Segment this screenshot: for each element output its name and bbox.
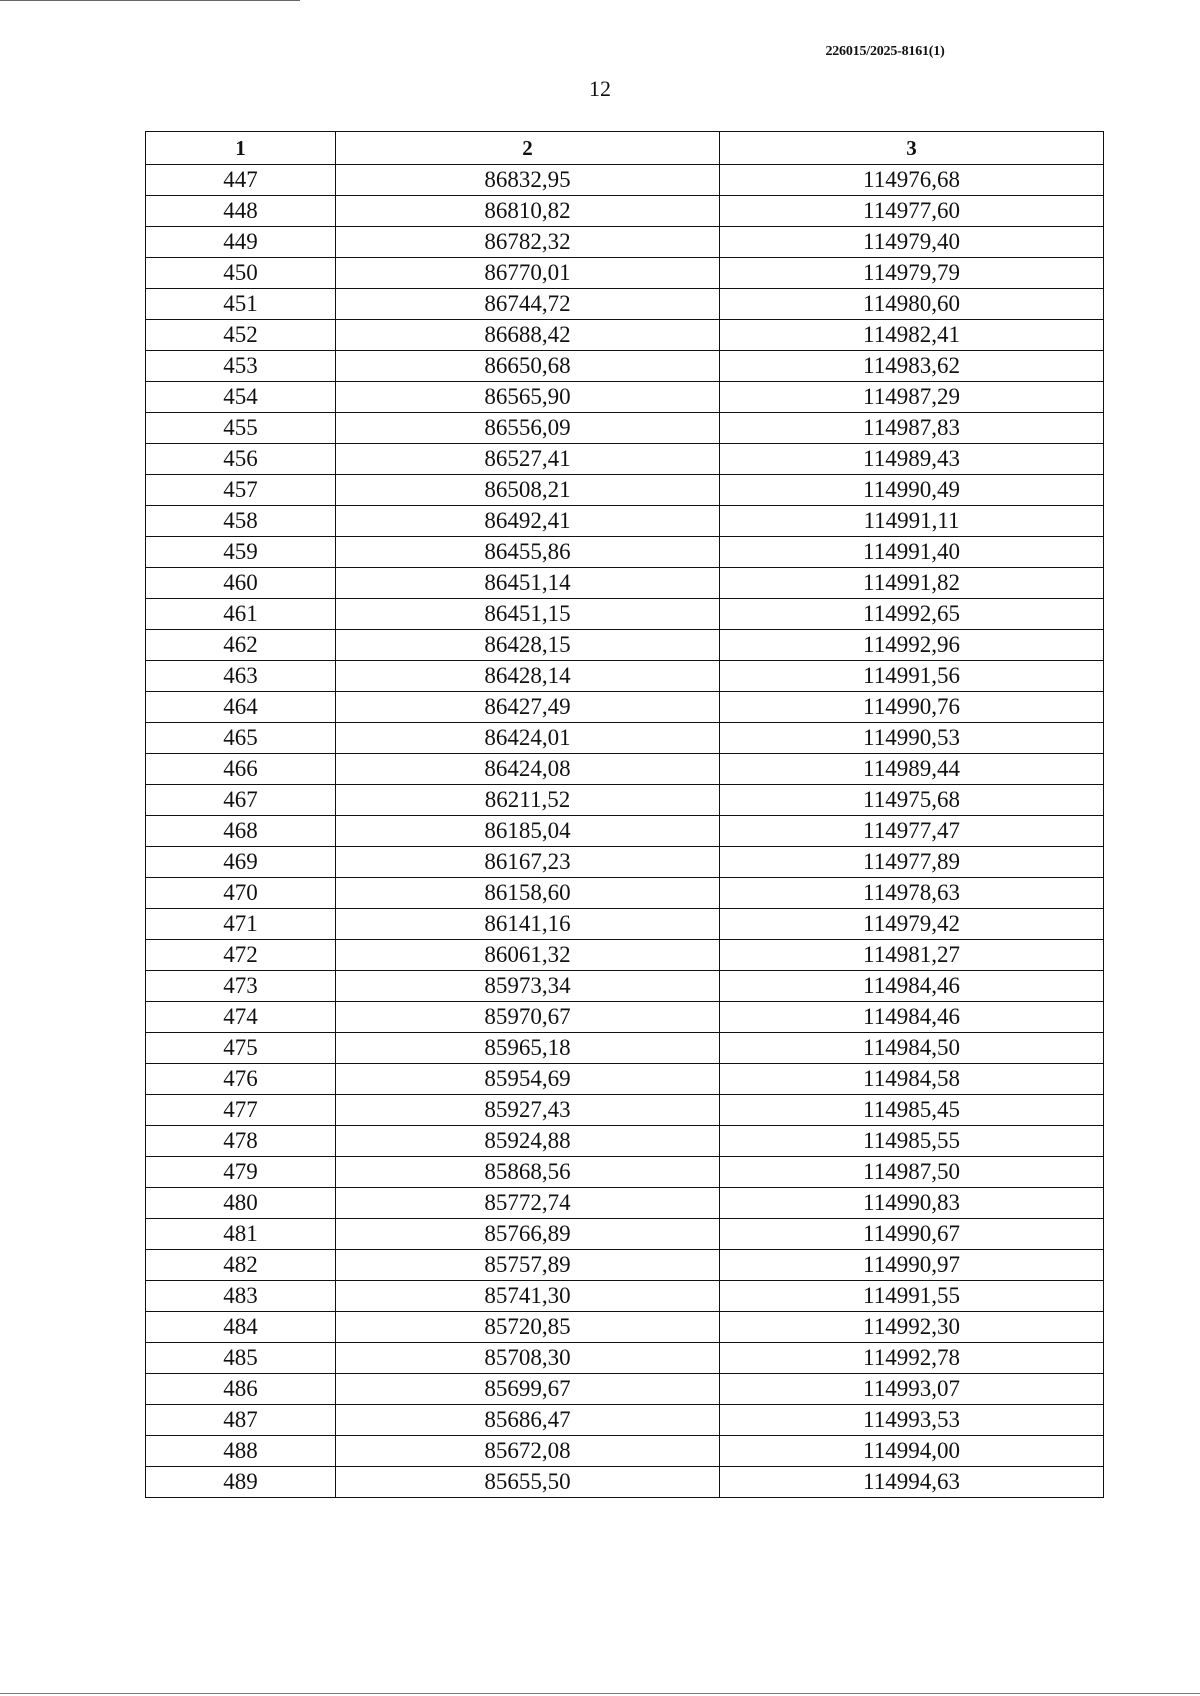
x-coordinate-cell: 85772,74 [336, 1188, 720, 1219]
y-coordinate-cell: 114978,63 [720, 878, 1104, 909]
table-row [146, 289, 1104, 320]
point-number-cell: 470 [146, 878, 336, 909]
y-coordinate-cell: 114992,65 [720, 599, 1104, 630]
y-coordinate-cell: 114990,97 [720, 1250, 1104, 1281]
point-number-cell: 480 [146, 1188, 336, 1219]
x-coordinate-cell: 86428,15 [336, 630, 720, 661]
table-row [146, 1095, 1104, 1126]
y-coordinate-cell: 114979,42 [720, 909, 1104, 940]
point-number-cell: 455 [146, 413, 336, 444]
point-number-cell: 464 [146, 692, 336, 723]
point-number-cell: 472 [146, 940, 336, 971]
table-row [146, 847, 1104, 878]
table-row [146, 785, 1104, 816]
x-coordinate-cell: 86650,68 [336, 351, 720, 382]
x-coordinate-cell: 86141,16 [336, 909, 720, 940]
table-row [146, 196, 1104, 227]
x-coordinate-cell: 86744,72 [336, 289, 720, 320]
point-number-cell: 473 [146, 971, 336, 1002]
x-coordinate-cell: 85720,85 [336, 1312, 720, 1343]
table-row [146, 630, 1104, 661]
y-coordinate-cell: 114990,67 [720, 1219, 1104, 1250]
table-row [146, 1467, 1104, 1498]
point-number-cell: 451 [146, 289, 336, 320]
y-coordinate-cell: 114991,56 [720, 661, 1104, 692]
column-header-3: 3 [720, 132, 1104, 165]
point-number-cell: 471 [146, 909, 336, 940]
y-coordinate-cell: 114994,63 [720, 1467, 1104, 1498]
table-row [146, 1281, 1104, 1312]
y-coordinate-cell: 114981,27 [720, 940, 1104, 971]
point-number-cell: 479 [146, 1157, 336, 1188]
point-number-cell: 457 [146, 475, 336, 506]
x-coordinate-cell: 86167,23 [336, 847, 720, 878]
table-row [146, 723, 1104, 754]
point-number-cell: 484 [146, 1312, 336, 1343]
x-coordinate-cell: 86185,04 [336, 816, 720, 847]
y-coordinate-cell: 114990,53 [720, 723, 1104, 754]
y-coordinate-cell: 114993,07 [720, 1374, 1104, 1405]
point-number-cell: 465 [146, 723, 336, 754]
x-coordinate-cell: 86455,86 [336, 537, 720, 568]
y-coordinate-cell: 114993,53 [720, 1405, 1104, 1436]
table-row [146, 1312, 1104, 1343]
point-number-cell: 468 [146, 816, 336, 847]
x-coordinate-cell: 85757,89 [336, 1250, 720, 1281]
point-number-cell: 488 [146, 1436, 336, 1467]
y-coordinate-cell: 114991,82 [720, 568, 1104, 599]
y-coordinate-cell: 114990,83 [720, 1188, 1104, 1219]
y-coordinate-cell: 114977,60 [720, 196, 1104, 227]
y-coordinate-cell: 114984,46 [720, 1002, 1104, 1033]
table-row [146, 1374, 1104, 1405]
y-coordinate-cell: 114987,50 [720, 1157, 1104, 1188]
x-coordinate-cell: 85699,67 [336, 1374, 720, 1405]
table-row [146, 971, 1104, 1002]
point-number-cell: 489 [146, 1467, 336, 1498]
table-row [146, 475, 1104, 506]
table-row [146, 1002, 1104, 1033]
y-coordinate-cell: 114987,83 [720, 413, 1104, 444]
x-coordinate-cell: 86428,14 [336, 661, 720, 692]
point-number-cell: 448 [146, 196, 336, 227]
point-number-cell: 477 [146, 1095, 336, 1126]
point-number-cell: 487 [146, 1405, 336, 1436]
table-header [146, 132, 1104, 165]
x-coordinate-cell: 85970,67 [336, 1002, 720, 1033]
y-coordinate-cell: 114977,89 [720, 847, 1104, 878]
y-coordinate-cell: 114991,40 [720, 537, 1104, 568]
y-coordinate-cell: 114976,68 [720, 165, 1104, 196]
table-body [146, 165, 1104, 1498]
table-row [146, 1157, 1104, 1188]
page-number: 12 [589, 76, 611, 101]
x-coordinate-cell: 86211,52 [336, 785, 720, 816]
y-coordinate-cell: 114989,43 [720, 444, 1104, 475]
table-row [146, 1219, 1104, 1250]
point-number-cell: 475 [146, 1033, 336, 1064]
x-coordinate-cell: 86527,41 [336, 444, 720, 475]
y-coordinate-cell: 114984,50 [720, 1033, 1104, 1064]
table-row [146, 1188, 1104, 1219]
column-header-1: 1 [146, 132, 336, 165]
x-coordinate-cell: 86508,21 [336, 475, 720, 506]
x-coordinate-cell: 85973,34 [336, 971, 720, 1002]
x-coordinate-cell: 85672,08 [336, 1436, 720, 1467]
x-coordinate-cell: 85766,89 [336, 1219, 720, 1250]
point-number-cell: 474 [146, 1002, 336, 1033]
x-coordinate-cell: 86427,49 [336, 692, 720, 723]
x-coordinate-cell: 86810,82 [336, 196, 720, 227]
table-row [146, 506, 1104, 537]
point-number-cell: 467 [146, 785, 336, 816]
table-row [146, 444, 1104, 475]
scan-edge-line-top [0, 0, 300, 3]
y-coordinate-cell: 114992,30 [720, 1312, 1104, 1343]
point-number-cell: 449 [146, 227, 336, 258]
table-row [146, 1126, 1104, 1157]
x-coordinate-cell: 85868,56 [336, 1157, 720, 1188]
table-row [146, 909, 1104, 940]
y-coordinate-cell: 114979,40 [720, 227, 1104, 258]
table-row [146, 816, 1104, 847]
point-number-cell: 463 [146, 661, 336, 692]
y-coordinate-cell: 114989,44 [720, 754, 1104, 785]
table-header-row [146, 132, 1104, 165]
table-row [146, 1250, 1104, 1281]
table-row [146, 661, 1104, 692]
column-header-2: 2 [336, 132, 720, 165]
point-number-cell: 453 [146, 351, 336, 382]
y-coordinate-cell: 114990,49 [720, 475, 1104, 506]
table-row [146, 1436, 1104, 1467]
point-number-cell: 462 [146, 630, 336, 661]
table-row [146, 1343, 1104, 1374]
x-coordinate-cell: 85741,30 [336, 1281, 720, 1312]
point-number-cell: 482 [146, 1250, 336, 1281]
table-row [146, 227, 1104, 258]
x-coordinate-cell: 85954,69 [336, 1064, 720, 1095]
y-coordinate-cell: 114982,41 [720, 320, 1104, 351]
point-number-cell: 483 [146, 1281, 336, 1312]
table-row [146, 413, 1104, 444]
table-row [146, 320, 1104, 351]
point-number-cell: 486 [146, 1374, 336, 1405]
x-coordinate-cell: 85965,18 [336, 1033, 720, 1064]
y-coordinate-cell: 114985,45 [720, 1095, 1104, 1126]
x-coordinate-cell: 86556,09 [336, 413, 720, 444]
table-row [146, 1033, 1104, 1064]
table-row [146, 258, 1104, 289]
x-coordinate-cell: 86424,01 [336, 723, 720, 754]
table-row [146, 692, 1104, 723]
table-row [146, 351, 1104, 382]
y-coordinate-cell: 114984,58 [720, 1064, 1104, 1095]
table-row [146, 165, 1104, 196]
table-row [146, 568, 1104, 599]
document-reference-number: 226015/2025-8161(1) [825, 44, 945, 59]
y-coordinate-cell: 114990,76 [720, 692, 1104, 723]
y-coordinate-cell: 114987,29 [720, 382, 1104, 413]
point-number-cell: 478 [146, 1126, 336, 1157]
x-coordinate-cell: 86770,01 [336, 258, 720, 289]
point-number-cell: 460 [146, 568, 336, 599]
x-coordinate-cell: 86832,95 [336, 165, 720, 196]
table-row [146, 537, 1104, 568]
x-coordinate-cell: 85924,88 [336, 1126, 720, 1157]
point-number-cell: 450 [146, 258, 336, 289]
point-number-cell: 456 [146, 444, 336, 475]
y-coordinate-cell: 114975,68 [720, 785, 1104, 816]
table-row [146, 599, 1104, 630]
x-coordinate-cell: 85927,43 [336, 1095, 720, 1126]
x-coordinate-cell: 86492,41 [336, 506, 720, 537]
y-coordinate-cell: 114992,78 [720, 1343, 1104, 1374]
y-coordinate-cell: 114983,62 [720, 351, 1104, 382]
table-row [146, 1064, 1104, 1095]
x-coordinate-cell: 86451,15 [336, 599, 720, 630]
table-row [146, 1405, 1104, 1436]
point-number-cell: 454 [146, 382, 336, 413]
point-number-cell: 459 [146, 537, 336, 568]
x-coordinate-cell: 86061,32 [336, 940, 720, 971]
point-number-cell: 466 [146, 754, 336, 785]
y-coordinate-cell: 114979,79 [720, 258, 1104, 289]
x-coordinate-cell: 85686,47 [336, 1405, 720, 1436]
y-coordinate-cell: 114980,60 [720, 289, 1104, 320]
point-number-cell: 485 [146, 1343, 336, 1374]
point-number-cell: 481 [146, 1219, 336, 1250]
table-row [146, 940, 1104, 971]
point-number-cell: 469 [146, 847, 336, 878]
x-coordinate-cell: 86565,90 [336, 382, 720, 413]
y-coordinate-cell: 114992,96 [720, 630, 1104, 661]
y-coordinate-cell: 114984,46 [720, 971, 1104, 1002]
point-number-cell: 452 [146, 320, 336, 351]
x-coordinate-cell: 86158,60 [336, 878, 720, 909]
x-coordinate-cell: 86688,42 [336, 320, 720, 351]
x-coordinate-cell: 86451,14 [336, 568, 720, 599]
y-coordinate-cell: 114985,55 [720, 1126, 1104, 1157]
point-number-cell: 476 [146, 1064, 336, 1095]
coordinates-table [145, 131, 1104, 1498]
point-number-cell: 461 [146, 599, 336, 630]
table-row [146, 382, 1104, 413]
y-coordinate-cell: 114991,55 [720, 1281, 1104, 1312]
point-number-cell: 447 [146, 165, 336, 196]
x-coordinate-cell: 86424,08 [336, 754, 720, 785]
y-coordinate-cell: 114994,00 [720, 1436, 1104, 1467]
y-coordinate-cell: 114991,11 [720, 506, 1104, 537]
y-coordinate-cell: 114977,47 [720, 816, 1104, 847]
scan-edge-line-bottom [0, 1693, 1200, 1694]
table-row [146, 878, 1104, 909]
x-coordinate-cell: 85708,30 [336, 1343, 720, 1374]
x-coordinate-cell: 86782,32 [336, 227, 720, 258]
x-coordinate-cell: 85655,50 [336, 1467, 720, 1498]
table-row [146, 754, 1104, 785]
point-number-cell: 458 [146, 506, 336, 537]
